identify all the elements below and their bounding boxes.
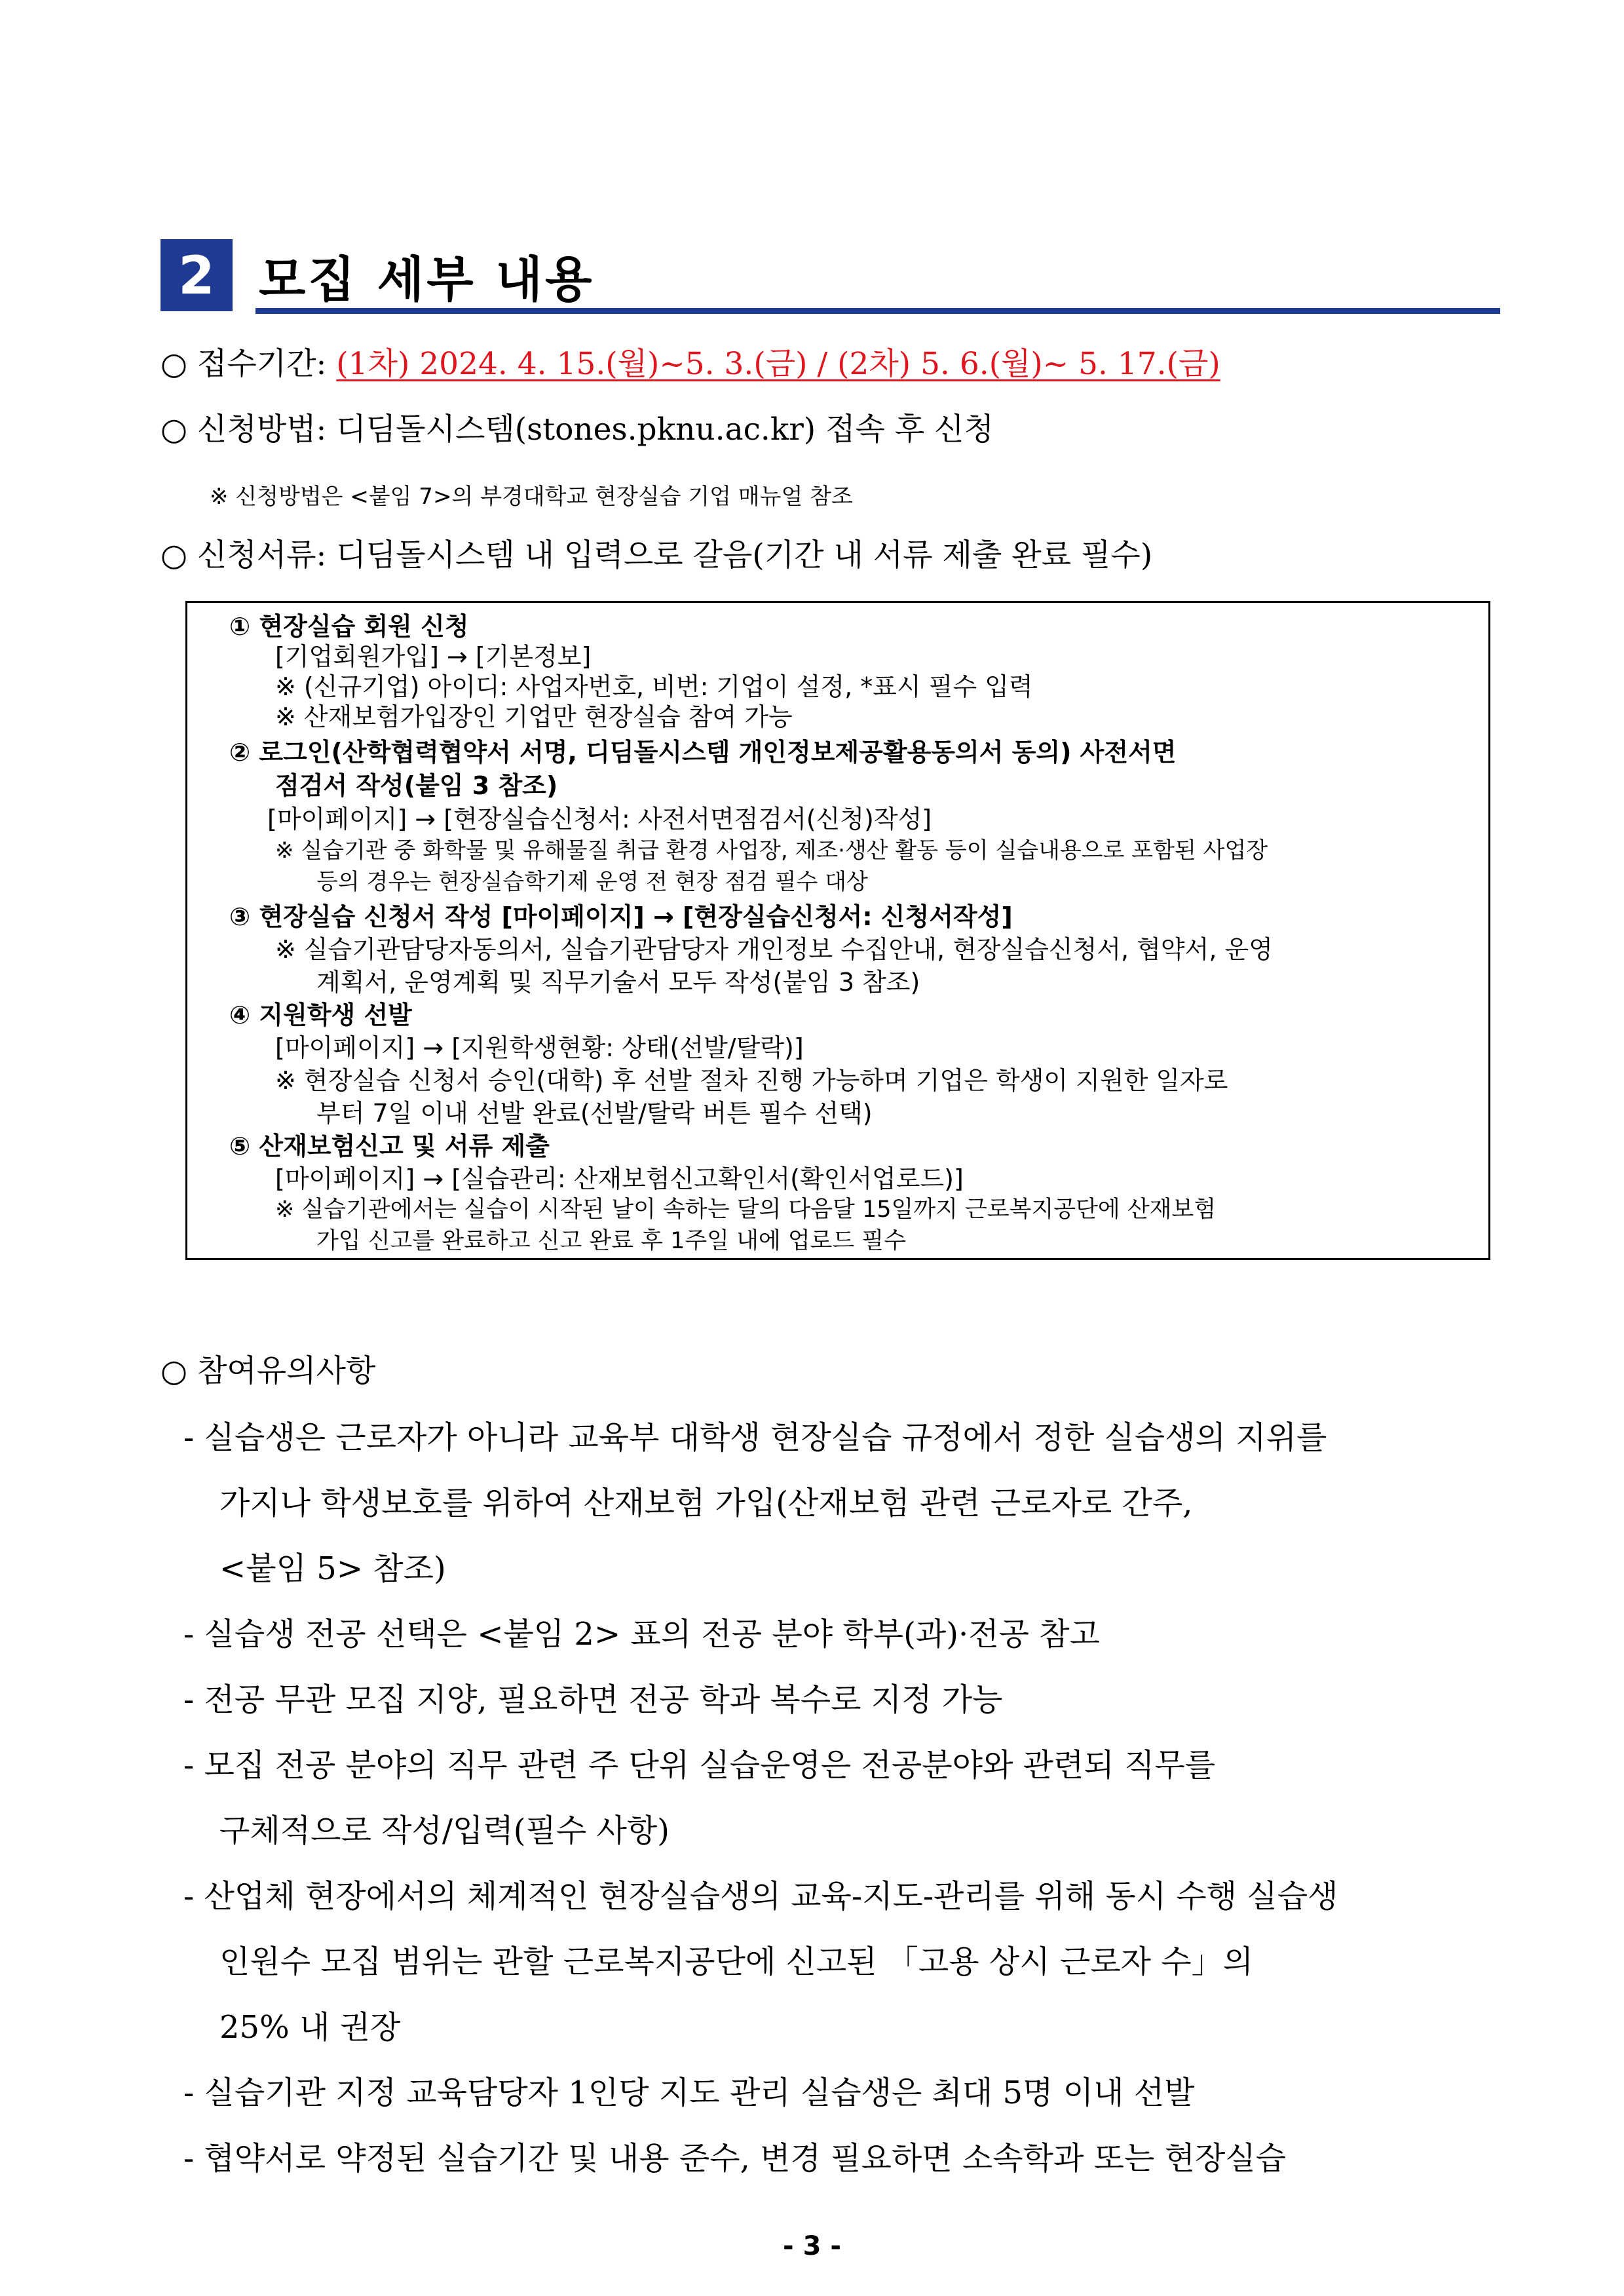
box-step-1-note-2: ※ 산재보험가입장인 기업만 현장실습 참여 가능	[275, 702, 793, 731]
participation-item-4-cont: 구체적으로 작성/입력(필수 사항)	[219, 1812, 670, 1849]
participation-item-3: - 전공 무관 모집 지양, 필요하면 전공 학과 복수로 지정 가능	[183, 1681, 1003, 1718]
participation-item-4: - 모집 전공 분야의 직무 관련 주 단위 실습운영은 전공분야와 관련되 직무를	[183, 1747, 1216, 1784]
box-step-1: ① 현장실습 회원 신청	[229, 612, 469, 641]
participation-item-5: - 산업체 현장에서의 체계적인 현장실습생의 교육-지도-관리를 위해 동시 수행 실습생	[183, 1878, 1338, 1915]
box-step-5-note: ※ 실습기관에서는 실습이 시작된 날이 속하는 달의 다음달 15일까지 근로복지공단에 산재보험	[275, 1196, 1217, 1223]
application-method: ○ 신청방법: 디딤돌시스템(stones.pknu.ac.kr) 접속 후 신청	[161, 411, 994, 448]
application-documents: ○ 신청서류: 디딤돌시스템 내 입력으로 갈음(기간 내 서류 제출 완료 필수)	[161, 537, 1153, 573]
participation-heading: ○ 참여유의사항	[161, 1353, 376, 1389]
participation-item-6: - 실습기관 지정 교육담당자 1인당 지도 관리 실습생은 최대 5명 이내 선발	[183, 2075, 1195, 2111]
box-step-2-note-cont: 등의 경우는 현장실습학기제 운영 전 현장 점검 필수 대상	[316, 869, 868, 895]
box-step-3: ③ 현장실습 신청서 작성 [마이페이지] → [현장실습신청서: 신청서작성]	[229, 902, 1013, 931]
box-step-4-path: [마이페이지] → [지원학생현황: 상태(선발/탈락)]	[275, 1033, 804, 1062]
participation-item-1-cont: 가지나 학생보호를 위하여 산재보험 가입(산재보험 관련 근로자로 간주,	[219, 1485, 1193, 1521]
application-period-value: (1차) 2024. 4. 15.(월)~5. 3.(금) / (2차) 5. 6.(월)~ 5. 17.(금)	[336, 346, 1220, 382]
box-step-4-note-cont: 부터 7일 이내 선발 완료(선발/탈락 버튼 필수 선택)	[316, 1099, 873, 1128]
box-step-3-note: ※ 실습기관담당자동의서, 실습기관담당자 개인정보 수집안내, 현장실습신청서, 협약서, 운영	[275, 935, 1273, 964]
box-step-5: ⑤ 산재보험신고 및 서류 제출	[229, 1132, 550, 1160]
application-period	[161, 339, 1220, 383]
section-title: 모집 세부 내용	[259, 252, 595, 308]
application-period-label: ○ 접수기간:	[161, 346, 337, 382]
participation-item-5-cont: 인원수 모집 범위는 관할 근로복지공단에 신고된 「고용 상시 근로자 수」의	[219, 1943, 1253, 1980]
box-step-1-note-1: ※ (신규기업) 아이디: 사업자번호, 비번: 기업이 설정, *표시 필수 입력	[275, 672, 1033, 701]
box-step-1-path: [기업회원가입] → [기본정보]	[275, 642, 592, 671]
participation-item-5-cont-2: 25% 내 권장	[219, 2009, 401, 2046]
application-method-note: ※ 신청방법은 <붙임 7>의 부경대학교 현장실습 기업 매뉴얼 참조	[210, 484, 853, 510]
box-step-2-note: ※ 실습기관 중 화학물 및 유해물질 취급 환경 사업장, 제조·생산 활동 등이 실습내용으로 포함된 사업장	[275, 837, 1268, 864]
box-step-5-path: [마이페이지] → [실습관리: 산재보험신고확인서(확인서업로드)]	[275, 1164, 964, 1193]
participation-item-1-cont-2: <붙임 5> 참조)	[219, 1550, 446, 1587]
box-step-3-note-cont: 계획서, 운영계획 및 직무기술서 모두 작성(붙임 3 참조)	[316, 968, 920, 997]
box-step-2-path: [마이페이지] → [현장실습신청서: 사전서면점검서(신청)작성]	[267, 805, 932, 833]
box-step-2: ② 로그인(산학협력협약서 서명, 디딤돌시스템 개인정보제공활용동의서 동의) 사전서면	[229, 738, 1177, 767]
section-number-badge: 2	[161, 239, 233, 311]
box-step-4: ④ 지원학생 선발	[229, 1001, 412, 1029]
box-step-4-note: ※ 현장실습 신청서 승인(대학) 후 선발 절차 진행 가능하며 기업은 학생이 지원한 일자로	[275, 1066, 1228, 1095]
page-number: - 3 -	[783, 2231, 841, 2261]
section-divider	[255, 308, 1500, 314]
box-step-5-note-cont: 가입 신고를 완료하고 신고 완료 후 1주일 내에 업로드 필수	[316, 1228, 907, 1254]
box-step-2-cont: 점검서 작성(붙임 3 참조)	[275, 771, 558, 800]
participation-item-2: - 실습생 전공 선택은 <붙임 2> 표의 전공 분야 학부(과)·전공 참고	[183, 1616, 1100, 1653]
participation-item-1: - 실습생은 근로자가 아니라 교육부 대학생 현장실습 규정에서 정한 실습생의 지위를	[183, 1419, 1327, 1456]
participation-item-7: - 협약서로 약정된 실습기간 및 내용 준수, 변경 필요하면 소속학과 또는 현장실습	[183, 2140, 1287, 2177]
